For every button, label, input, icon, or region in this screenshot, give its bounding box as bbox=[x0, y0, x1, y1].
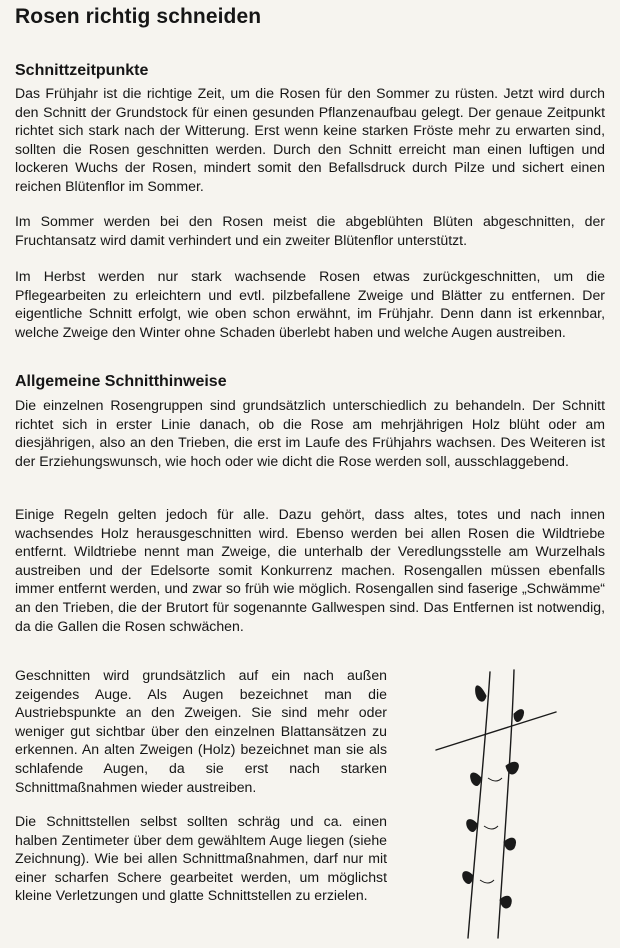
paragraph-rosengruppen: Die einzelnen Rosengruppen sind grundsätzlich unterschiedlich zu behandeln. Der Schnitt richtet sich in erster Linie danach, ob die Rose am mehrjährigen Holz blüht oder am diesjährigen, also an den Trieben, die erst im Laufe des Frühjahrs wachsen. Des Weiteren ist der Erziehungswunsch, wie hoch oder wie dicht die Rose werden soll, ausschlaggebend. bbox=[15, 397, 605, 469]
paragraph-herbst: Im Herbst werden nur stark wachsende Rosen etwas zurückgeschnitten, um die Pflegearbeiten zu erleichtern und evtl. pilzbefallene Zweige und Blätter zu entfernen. Der eigentliche Schnitt erfolgt, wie oben schon erwähnt, im Frühjahr. Denn dann ist erkennbar, welche Zweige den Winter ohne Schaden überlebt haben und welche Augen austreiben. bbox=[15, 268, 605, 340]
section-heading-schnitthinweise: Allgemeine Schnitthinweise bbox=[15, 373, 227, 390]
paragraph-fruehjahr: Das Frühjahr ist die richtige Zeit, um die Rosen für den Sommer zu rüsten. Jetzt wird durch den Schnitt der Grundstock für einen gesunden Pflanzenaufbau gelegt. Der genaue Zeitpunkt richtet sich stark nach der Witterung. Erst wenn keine starken Fröste mehr zu erwarten sind, sollten die Rosen geschnitten werden. Durch den Schnitt erreicht man einen luftigen und lockeren Wuchs der Rosen, mindert somit den Befallsdruck durch Pilze und sichert einen reichen Blütenflor im Sommer. bbox=[15, 85, 605, 194]
document-title: Rosen richtig schneiden bbox=[15, 5, 262, 28]
section-heading-schnittzeitpunkte: Schnittzeitpunkte bbox=[15, 62, 149, 79]
paragraph-sommer: Im Sommer werden bei den Rosen meist die abgeblühten Blüten abgeschnitten, der Fruchtansatz wird damit verhindert und ein zweiter Blütenflor unterstützt. bbox=[15, 213, 605, 248]
rose-stem-cut-illustration bbox=[428, 666, 560, 942]
paragraph-augen: Geschnitten wird grundsätzlich auf ein nach außen zeigendes Auge. Als Augen bezeichnet man die Austriebspunkte an den Zweigen. Sie sind mehr oder weniger gut sichtbar über den einzelnen Blattansätzen zu erkennen. An alten Zweigen (Holz) bezeichnet man sie als schlafende Augen, da sie erst nach starken Schnittmaßnahmen wieder austreiben. bbox=[15, 667, 387, 795]
paragraph-schnittstellen: Die Schnittstellen selbst sollten schräg und ca. einen halben Zentimeter über dem gewähltem Auge liegen (siehe Zeichnung). Wie bei allen Schnittmaßnahmen, darf nur mit einer scharfen Schere gearbeitet werden, um möglichst kleine Verletzungen und glatte Schnittstellen zu erzielen. bbox=[15, 813, 387, 904]
paragraph-regeln: Einige Regeln gelten jedoch für alle. Dazu gehört, dass altes, totes und nach innen wachsendes Holz herausgeschnitten wird. Ebenso werden bei allen Rosen die Wildtriebe entfernt. Wildtriebe nennt man Zweige, die unterhalb der Veredlungsstelle am Wurzelhals austreiben und der Edelsorte somit Konkurrenz machen. Rosengallen müssen ebenfalls immer entfernt werden, und zwar so früh wie möglich. Rosengallen sind faserige „Schwämme“ an den Trieben, die der Brutort für sogenannte Gallwespen sind. Das Entfernen ist notwendig, da die Gallen die Rosen schwächen. bbox=[15, 506, 605, 634]
